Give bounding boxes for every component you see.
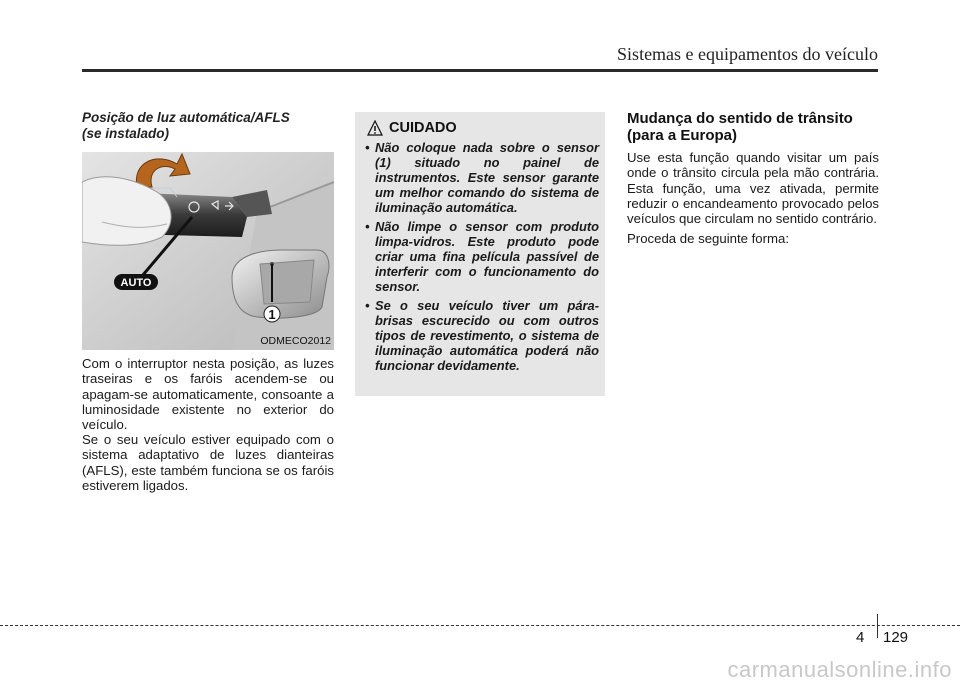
- sensor-callout: 1: [268, 307, 276, 322]
- caution-item: • Não limpe o sensor com produto limpa-vidros. Este produto pode criar uma fina película passível de interferir com o funcionamento do sensor.: [365, 219, 599, 294]
- caution-item: • Não coloque nada sobre o sensor (1) situado no painel de instrumentos. Este sensor garante um melhor comando do sistema de iluminação automática.: [365, 140, 599, 215]
- footer-rule: [0, 625, 960, 626]
- watermark: carmanualsonline.info: [727, 657, 952, 682]
- traffic-direction-heading-line2: (para a Europa): [627, 127, 738, 144]
- auto-label: AUTO: [120, 277, 152, 289]
- caution-box: [355, 112, 605, 396]
- caution-item: • Se o seu veículo tiver um pára-brisas escurecido ou com outros tipos de revestimento, o sistema de iluminação automática poderá não funcionar devidamente.: [365, 298, 599, 373]
- auto-light-paragraph-2: Se o seu veículo estiver equipado com o sistema adaptativo de luzes dianteiras (AFLS), este também funciona se os faróis estiverem ligados.: [82, 432, 334, 493]
- figure-code: ODMECO2012: [260, 335, 331, 347]
- page-number: 129: [883, 629, 909, 646]
- traffic-direction-heading: [627, 110, 879, 144]
- header-rule: [82, 69, 878, 72]
- chapter-number: 4: [856, 629, 865, 646]
- auto-light-heading-line2: (se instalado): [82, 126, 170, 141]
- warning-triangle-icon: [367, 120, 383, 136]
- auto-light-section: [82, 110, 334, 142]
- caution-title: CUIDADO: [389, 120, 457, 136]
- running-header: Sistemas e equipamentos do veículo: [617, 44, 878, 64]
- light-switch-figure: [82, 152, 334, 350]
- auto-light-heading-line1: Posição de luz automática/AFLS: [82, 110, 290, 125]
- auto-light-paragraph-1: Com o interruptor nesta posição, as luzes traseiras e os faróis acendem-se ou apagam-se automaticamente, consoante a luminosidade existente no exterior do veículo.: [82, 356, 334, 433]
- caution-header: [361, 120, 599, 136]
- light-switch-illustration: [82, 152, 334, 350]
- caution-list: [361, 140, 599, 373]
- auto-light-heading: [82, 110, 334, 142]
- traffic-direction-paragraph-2: Proceda de seguinte forma:: [627, 231, 790, 247]
- page-number-separator: [877, 614, 878, 638]
- traffic-direction-paragraph-1: Use esta função quando visitar um país onde o trânsito circula pela mão contrária. Esta função, uma vez ativada, permite reduzir o encandeamento provocado pelos veículos que circulam no sentido contrário.: [627, 150, 879, 227]
- traffic-direction-heading-line1: Mudança do sentido de trânsito: [627, 110, 853, 127]
- traffic-direction-section: [627, 110, 879, 252]
